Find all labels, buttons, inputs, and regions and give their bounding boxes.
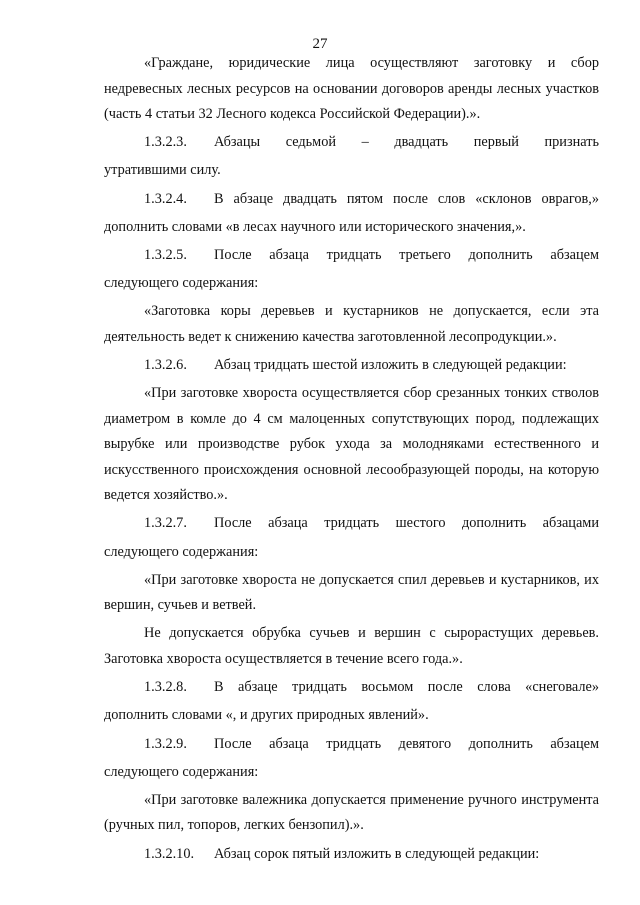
- item-text-continuation: дополнить словами «в лесах научного или исторического значения,».: [104, 218, 526, 235]
- item-text-first-line: В абзаце двадцать пятом после слов «склонов оврагов,»: [214, 190, 599, 207]
- item-1-3-2-8: [104, 675, 599, 729]
- item-1-3-2-3: [104, 130, 599, 184]
- item-number: 1.3.2.5.: [144, 246, 187, 263]
- paragraph-quote-brushwood-collection: «При заготовке хвороста осуществляется сбор срезанных тонких стволов диаметром в комле до 4 см малоценных сопутствующих пород, подлежащих вырубке или производстве рубок ухода за молодняками естественного и искусственного происхождения основной лесообразующей породы, на которую ведется хозяйство.».: [104, 385, 599, 504]
- document-body: [104, 51, 599, 870]
- item-number: 1.3.2.7.: [144, 515, 187, 532]
- item-text-first-line: Абзац сорок пятый изложить в следующей редакции:: [214, 845, 540, 862]
- item-text-continuation: следующего содержания:: [104, 763, 259, 780]
- item-text-first-line: Абзац тридцать шестой изложить в следующей редакции:: [214, 357, 567, 373]
- item-text-first-line: После абзаца тридцать третьего дополнить абзацем: [214, 246, 599, 263]
- item-1-3-2-6: [104, 353, 599, 379]
- item-text-first-line: После абзаца тридцать девятого дополнить абзацем: [214, 735, 599, 752]
- item-text-first-line: В абзаце тридцать восьмом после слова «снеговале»: [214, 679, 599, 696]
- item-text-first-line: Абзацы седьмой – двадцать первый признать: [214, 134, 599, 151]
- paragraph-quote-bark-harvesting: «Заготовка коры деревьев и кустарников не допускается, если эта деятельность ведет к снижению качества заготовленной лесопродукции.».: [104, 303, 599, 345]
- item-1-3-2-5: [104, 243, 599, 297]
- paragraph-quote-brushwood-season: Не допускается обрубка сучьев и вершин с сырорастущих деревьев. Заготовка хвороста осуществляется в течение всего года.».: [104, 625, 599, 667]
- item-1-3-2-9: [104, 732, 599, 786]
- item-1-3-2-7: [104, 511, 599, 565]
- paragraph-quote-deadwood-tools: «При заготовке валежника допускается применение ручного инструмента (ручных пил, топоров, легких бензопил).».: [104, 791, 599, 834]
- item-number: 1.3.2.6.: [144, 357, 187, 373]
- item-number: 1.3.2.10.: [144, 845, 195, 862]
- paragraph-quote-harvesting-rights: «Граждане, юридические лица осуществляют заготовку и сбор недревесных лесных ресурсов на основании договоров аренды лесных участков (часть 4 статьи 32 Лесного кодекса Российской Федерации).».: [104, 55, 599, 122]
- item-number: 1.3.2.9.: [144, 735, 187, 752]
- item-text-continuation: следующего содержания:: [104, 275, 259, 292]
- item-number: 1.3.2.3.: [144, 134, 187, 151]
- item-text-continuation: следующего содержания:: [104, 543, 259, 560]
- item-1-3-2-10: [104, 842, 599, 868]
- item-number: 1.3.2.4.: [144, 190, 187, 207]
- item-text-continuation: дополнить словами «, и других природных явлений».: [104, 707, 429, 724]
- item-text-continuation: утратившими силу.: [104, 162, 221, 179]
- item-1-3-2-4: [104, 187, 599, 241]
- item-number: 1.3.2.8.: [144, 679, 187, 696]
- paragraph-quote-brushwood-prohibition: «При заготовке хвороста не допускается спил деревьев и кустарников, их вершин, сучьев и ветвей.: [104, 571, 599, 614]
- page-number: 27: [312, 36, 328, 52]
- item-text-first-line: После абзаца тридцать шестого дополнить абзацами: [214, 515, 599, 532]
